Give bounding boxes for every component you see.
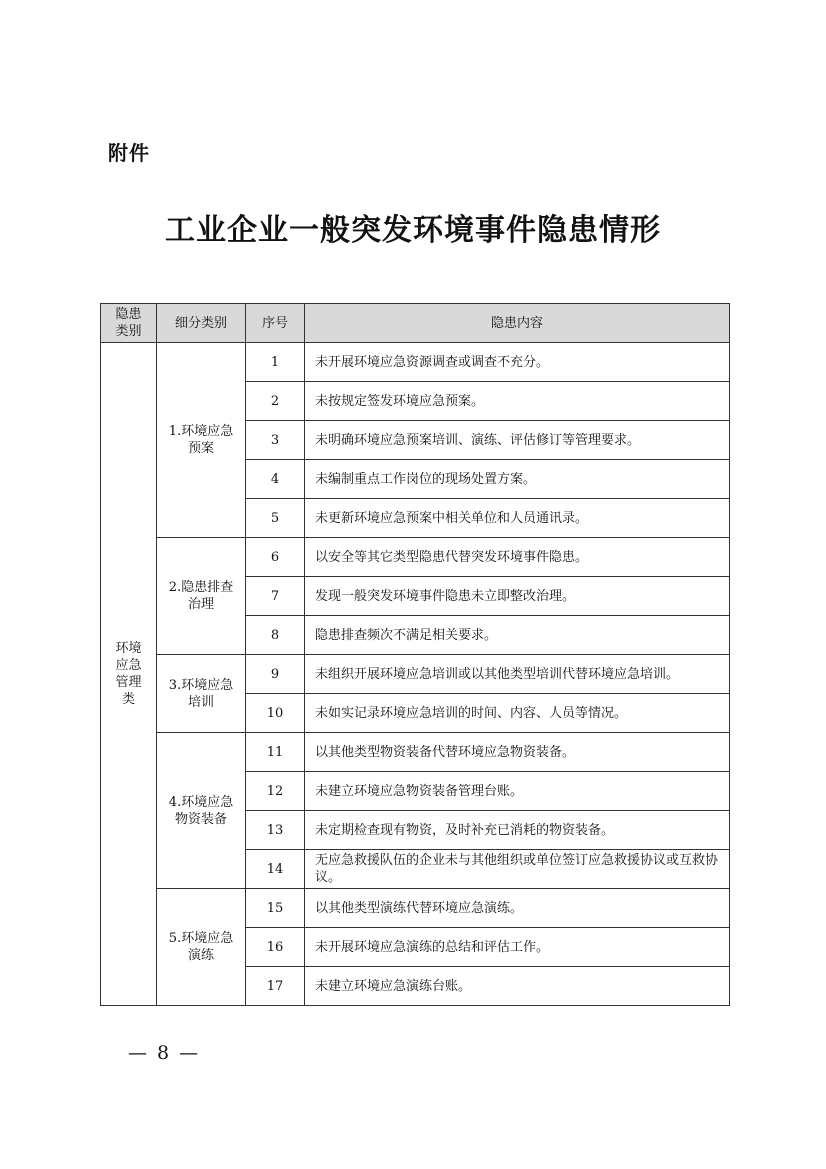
- seq-cell: 10: [246, 694, 305, 733]
- content-cell: 未更新环境应急预案中相关单位和人员通讯录。: [305, 499, 730, 538]
- content-cell: 无应急救援队伍的企业未与其他组织或单位签订应急救援协议或互救协议。: [305, 850, 730, 889]
- content-cell: 未建立环境应急演练台账。: [305, 967, 730, 1006]
- content-cell: 发现一般突发环境事件隐患未立即整改治理。: [305, 577, 730, 616]
- content-cell: 未编制重点工作岗位的现场处置方案。: [305, 460, 730, 499]
- table-body: [101, 343, 730, 1006]
- subcategory-cell: 2.隐患排查 治理: [157, 538, 246, 655]
- hazard-table: [100, 303, 730, 1006]
- header-content: 隐患内容: [305, 304, 730, 343]
- page-title: 工业企业一般突发环境事件隐患情形: [165, 213, 661, 248]
- content-cell: 未定期检查现有物资，及时补充已消耗的物资装备。: [305, 811, 730, 850]
- seq-cell: 1: [246, 343, 305, 382]
- seq-cell: 3: [246, 421, 305, 460]
- subcategory-cell: 1.环境应急 预案: [157, 343, 246, 538]
- seq-cell: 15: [246, 889, 305, 928]
- seq-cell: 13: [246, 811, 305, 850]
- table-row: [101, 889, 730, 928]
- subcategory-cell: 5.环境应急 演练: [157, 889, 246, 1006]
- content-cell: 未组织开展环境应急培训或以其他类型培训代替环境应急培训。: [305, 655, 730, 694]
- content-cell: 以其他类型演练代替环境应急演练。: [305, 889, 730, 928]
- content-cell: 未开展环境应急资源调查或调查不充分。: [305, 343, 730, 382]
- table-row: [101, 343, 730, 382]
- seq-cell: 11: [246, 733, 305, 772]
- subcategory-cell: 3.环境应急 培训: [157, 655, 246, 733]
- category-cell: 环境 应急 管理 类: [101, 343, 157, 1006]
- table-row: [101, 733, 730, 772]
- table-row: [101, 655, 730, 694]
- attachment-label: 附件: [108, 141, 150, 165]
- seq-cell: 12: [246, 772, 305, 811]
- content-cell: 未建立环境应急物资装备管理台账。: [305, 772, 730, 811]
- seq-cell: 9: [246, 655, 305, 694]
- content-cell: 未如实记录环境应急培训的时间、内容、人员等情况。: [305, 694, 730, 733]
- content-cell: 以安全等其它类型隐患代替突发环境事件隐患。: [305, 538, 730, 577]
- seq-cell: 17: [246, 967, 305, 1006]
- seq-cell: 14: [246, 850, 305, 889]
- header-seq: 序号: [246, 304, 305, 343]
- content-cell: 未开展环境应急演练的总结和评估工作。: [305, 928, 730, 967]
- header-category: 隐患 类别: [101, 304, 157, 343]
- seq-cell: 5: [246, 499, 305, 538]
- content-cell: 隐患排查频次不满足相关要求。: [305, 616, 730, 655]
- header-subcategory: 细分类别: [157, 304, 246, 343]
- content-cell: 以其他类型物资装备代替环境应急物资装备。: [305, 733, 730, 772]
- table-header-row: [101, 304, 730, 343]
- seq-cell: 2: [246, 382, 305, 421]
- seq-cell: 16: [246, 928, 305, 967]
- seq-cell: 7: [246, 577, 305, 616]
- table-row: [101, 538, 730, 577]
- seq-cell: 6: [246, 538, 305, 577]
- subcategory-cell: 4.环境应急 物资装备: [157, 733, 246, 889]
- content-cell: 未明确环境应急预案培训、演练、评估修订等管理要求。: [305, 421, 730, 460]
- seq-cell: 4: [246, 460, 305, 499]
- page-number: — 8 —: [128, 1042, 201, 1064]
- content-cell: 未按规定签发环境应急预案。: [305, 382, 730, 421]
- seq-cell: 8: [246, 616, 305, 655]
